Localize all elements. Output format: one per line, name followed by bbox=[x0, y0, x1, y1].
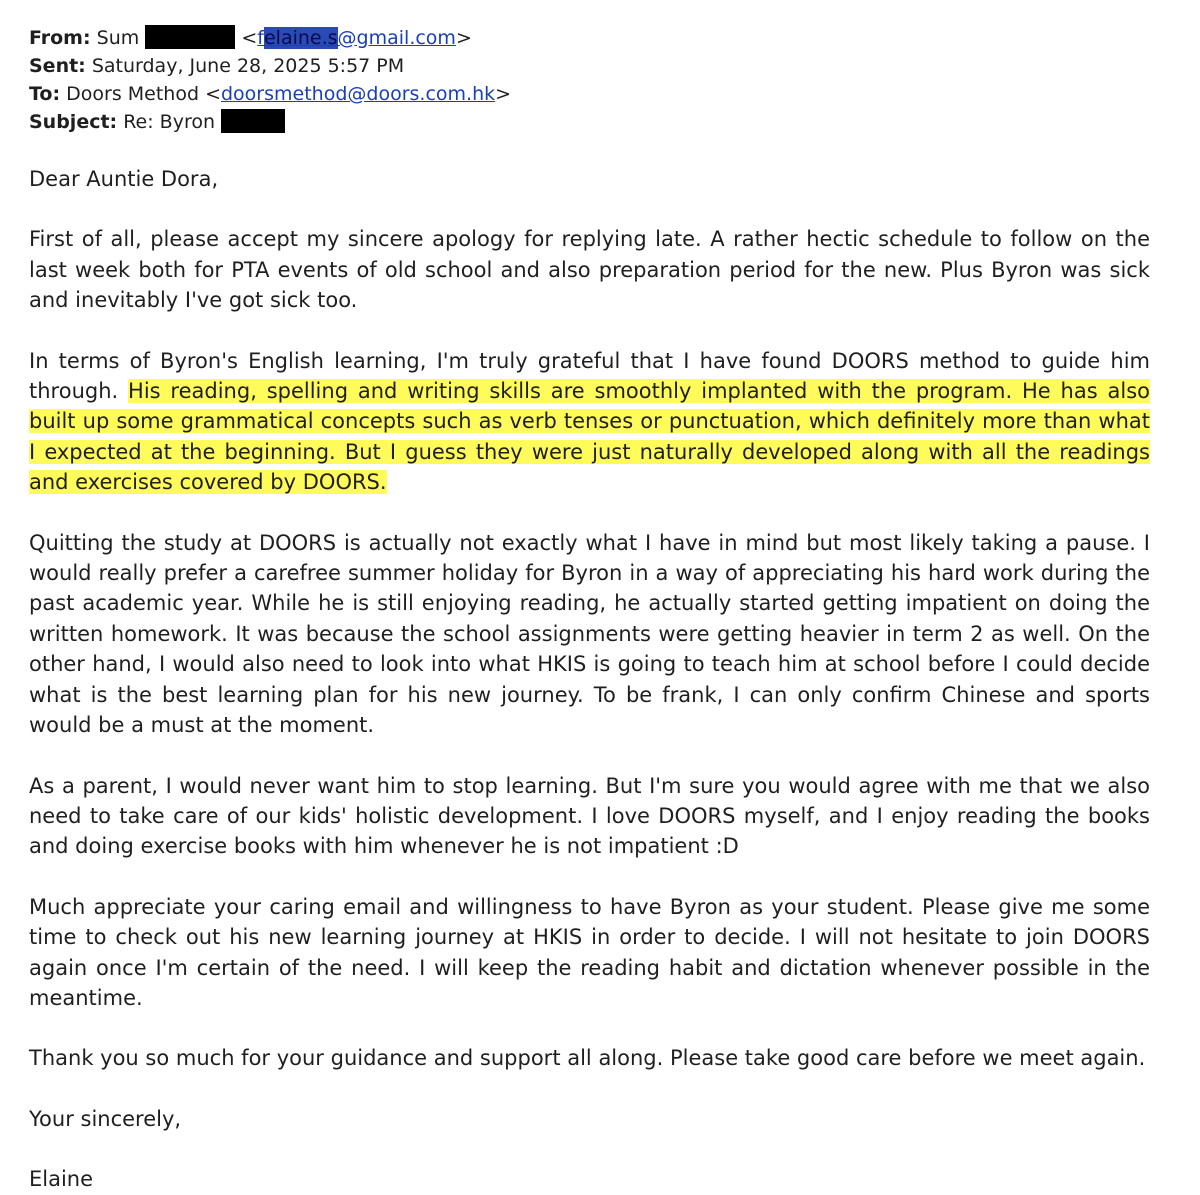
redaction-block bbox=[221, 109, 285, 133]
email-body bbox=[29, 164, 1150, 1195]
from-name: Sum bbox=[96, 27, 140, 49]
paragraph-appreciation: Much appreciate your caring email and willingness to have Byron as your student. Please give me some time to check out his new learning journey at HKIS in order to decide. I will not hesitate to join DOORS again once I'm certain of the need. I will keep the reading habit and dictation whenever possible in the meantime. bbox=[29, 894, 1150, 1010]
paragraph-text: In terms of Byron's English learning, I'm truly grateful that I have found DOORS method to guide him through. bbox=[29, 348, 1150, 404]
redaction-block bbox=[145, 25, 235, 49]
email-header bbox=[29, 24, 511, 136]
signature: Elaine bbox=[29, 1167, 94, 1192]
from-email-link[interactable] bbox=[257, 27, 456, 49]
to-name: Doors Method bbox=[66, 83, 200, 105]
paragraph-parent: As a parent, I would never want him to stop learning. But I'm sure you would agree with me that we also need to take care of our kids' holistic development. I love DOORS myself, and I enjoy reading the books and doing exercise books with him whenever he is not impatient :D bbox=[29, 773, 1150, 859]
paragraph-thanks: Thank you so much for your guidance and support all along. Please take good care before we meet again. bbox=[29, 1046, 1146, 1071]
to-email-open: < bbox=[205, 83, 221, 105]
sent-line bbox=[29, 52, 511, 80]
from-line bbox=[29, 24, 511, 52]
from-email-domain: @gmail.com bbox=[337, 27, 456, 49]
paragraph-english-learning bbox=[29, 346, 1150, 498]
sent-label: Sent: bbox=[29, 55, 86, 77]
from-label: From: bbox=[29, 27, 91, 49]
from-email-f: f bbox=[257, 27, 264, 49]
to-line bbox=[29, 80, 511, 108]
subject-value: Re: Byron bbox=[123, 111, 216, 133]
paragraph-apology: First of all, please accept my sincere apology for replying late. A rather hectic schedule to follow on the last week both for PTA events of old school and also preparation period for the new. Plus Byron was sick and inevitably I've got sick too. bbox=[29, 227, 1150, 313]
closing: Your sincerely, bbox=[29, 1106, 182, 1131]
from-email-close: > bbox=[455, 27, 472, 49]
to-email-link[interactable]: doorsmethod@doors.com.hk bbox=[221, 83, 496, 105]
subject-line bbox=[29, 108, 511, 136]
to-email-close: > bbox=[495, 83, 512, 105]
subject-label: Subject: bbox=[29, 111, 118, 133]
from-email-open: < bbox=[241, 27, 258, 49]
from-email-hidden: elaine.s bbox=[263, 27, 338, 49]
to-label: To: bbox=[29, 83, 61, 105]
sent-value: Saturday, June 28, 2025 5:57 PM bbox=[91, 55, 405, 77]
highlighted-text: His reading, spelling and writing skills are smoothly implanted with the program. He has also built up some grammatical concepts such as verb tenses or punctuation, which definitely more than what I expected at the beginning. But I guess they were just naturally developed along with all the readings and exercises covered by DOORS. bbox=[29, 379, 1150, 495]
paragraph-pause: Quitting the study at DOORS is actually not exactly what I have in mind but most likely taking a pause. I would really prefer a carefree summer holiday for Byron in a way of appreciating his hard work during the past academic year. While he is still enjoying reading, he actually started getting impatient on doing the written homework. It was because the school assignments were getting heavier in term 2 as well. On the other hand, I would also need to look into what HKIS is going to teach him at school before I could decide what is the best learning plan for his new journey. To be frank, I can only confirm Chinese and sports would be a must at the moment. bbox=[29, 530, 1150, 738]
greeting: Dear Auntie Dora, bbox=[29, 167, 219, 191]
